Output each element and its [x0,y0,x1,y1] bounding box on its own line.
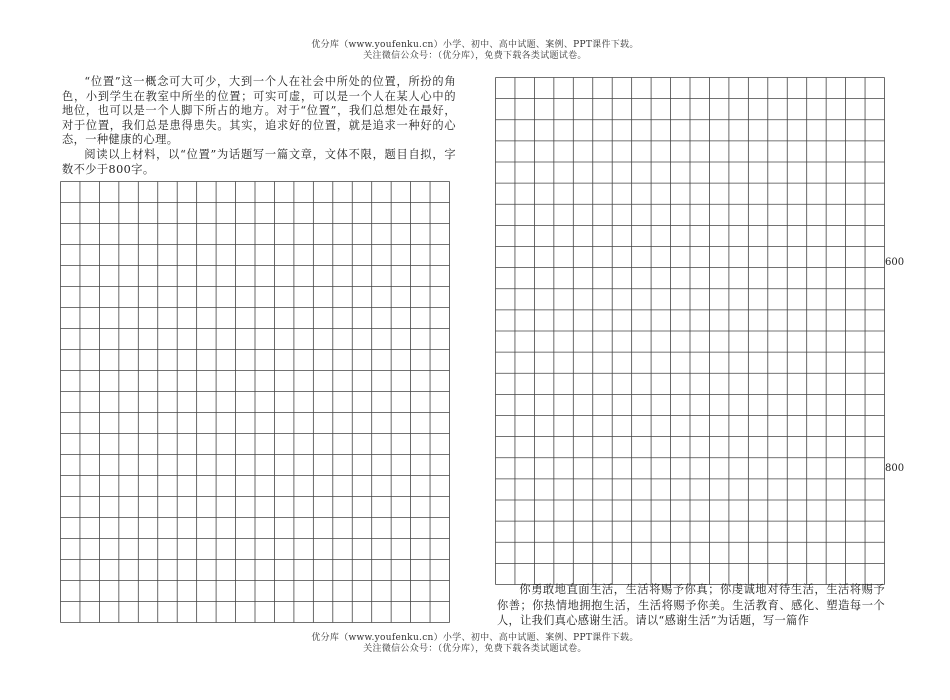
word-count-marker-600: 600 [885,257,905,268]
next-prompt-text: 你勇敢地直面生活，生活将赐予你真；你虔诚地对待生活，生活将赐予你善；你热情地拥抱生活，生活将赐予你美。生活教育、感化、塑造每一个人，让我们真心感谢生活。请以“感谢生活”为话题，写一篇作 [497,583,885,628]
writing-grid-left [60,181,450,623]
essay-prompt [62,75,456,177]
next-essay-prompt [497,582,885,629]
writing-grid-right [495,77,885,585]
header-line-2: 关注微信公众号：（优分库），免费下载各类试题试卷。 [363,51,587,61]
word-count-marker-800: 800 [885,463,905,474]
page-footer [0,633,950,655]
prompt-paragraph-2: 阅读以上材料，以“位置”为话题写一篇文章，文体不限，题目自拟，字数不少于800字。 [62,147,456,176]
footer-line-2: 关注微信公众号：（优分库），免费下载各类试题试卷。 [363,644,587,654]
prompt-paragraph-1: “位置”这一概念可大可少，大到一个人在社会中所处的位置，所扮的角色，小到学生在教室中所坐的位置；可实可虚，可以是一个人在某人心中的地位，也可以是一个人脚下所占的地方。对于“位置”，我们总想处在最好，对于位置，我们总是患得患失。其实，追求好的位置，就是追求一种好的心态，一种健康的心理。 [62,75,456,147]
page-header [0,40,950,62]
header-line-1: 优分库（www.youfenku.cn）小学、初中、高中试题、案例、PPT课件下载。 [311,40,639,50]
footer-line-1: 优分库（www.youfenku.cn）小学、初中、高中试题、案例、PPT课件下载。 [311,633,639,643]
